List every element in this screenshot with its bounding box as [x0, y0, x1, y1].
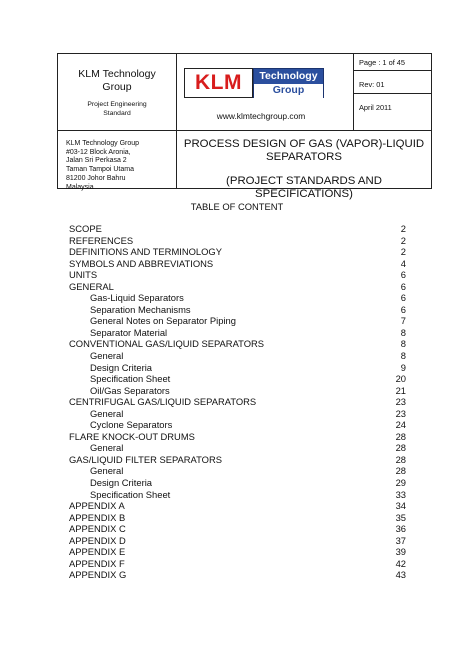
toc-entry-label: Separator Material — [90, 326, 168, 338]
toc-entry[interactable] — [69, 558, 406, 570]
toc-entry-label: SYMBOLS AND ABBREVIATIONS — [69, 257, 214, 269]
toc-entry-label: Oil/Gas Separators — [90, 384, 170, 396]
toc-heading: TABLE OF CONTENT — [190, 201, 284, 212]
toc-entry[interactable] — [69, 304, 406, 316]
toc-entry[interactable] — [69, 223, 406, 235]
toc-entry[interactable] — [69, 385, 406, 397]
toc-entry[interactable] — [69, 569, 406, 581]
toc-entry-page: 34 — [395, 500, 406, 512]
toc-entry[interactable] — [69, 454, 406, 466]
document-subtitle: (PROJECT STANDARDS AND SPECIFICATIONS) — [226, 175, 382, 200]
toc-entry-page: 23 — [395, 407, 406, 419]
toc-entry-page: 37 — [395, 534, 406, 546]
toc-entry[interactable] — [69, 281, 406, 293]
toc-entry[interactable] — [69, 546, 406, 558]
header-table — [57, 53, 432, 200]
toc-entry-label: APPENDIX E — [69, 546, 126, 558]
table-of-contents — [69, 223, 406, 581]
toc-entry-label: CONVENTIONAL GAS/LIQUID SEPARATORS — [69, 338, 265, 350]
toc-entry-label: UNITS — [69, 269, 98, 281]
page-number: Page : 1 of 45 — [359, 58, 406, 67]
toc-entry[interactable] — [69, 235, 406, 247]
toc-entry[interactable] — [69, 523, 406, 535]
address-line: #03-12 Block Aronia, — [66, 148, 131, 156]
logo-word-technology: Technology — [259, 70, 318, 82]
toc-entry[interactable] — [69, 258, 406, 270]
toc-entry-page: 8 — [400, 326, 406, 338]
toc-entry[interactable] — [69, 431, 406, 443]
toc-entry[interactable] — [69, 350, 406, 362]
toc-entry-label: CENTRIFUGAL GAS/LIQUID SEPARATORS — [69, 396, 257, 408]
toc-entry-page: 9 — [400, 361, 406, 373]
toc-entry-page: 23 — [395, 396, 406, 408]
toc-entry-label: General — [90, 442, 124, 454]
toc-entry[interactable] — [69, 535, 406, 547]
toc-entry-label: APPENDIX D — [69, 534, 126, 546]
address-line: Taman Tampoi Utama — [66, 166, 134, 174]
toc-entry-page: 6 — [400, 280, 406, 292]
toc-entry-page: 28 — [395, 442, 406, 454]
toc-entry-label: GENERAL — [69, 280, 114, 292]
toc-entry[interactable] — [69, 408, 406, 420]
toc-entry[interactable] — [69, 362, 406, 374]
toc-entry-label: APPENDIX A — [69, 500, 125, 512]
toc-entry-label: APPENDIX G — [69, 569, 127, 581]
toc-entry-page: 28 — [395, 453, 406, 465]
toc-entry-page: 6 — [400, 303, 406, 315]
toc-entry-page: 29 — [395, 477, 406, 489]
toc-entry-page: 8 — [400, 338, 406, 350]
toc-entry[interactable] — [69, 373, 406, 385]
toc-entry-label: Separation Mechanisms — [90, 303, 191, 315]
toc-entry-label: REFERENCES — [69, 234, 134, 246]
address-line: 81200 Johor Bahru — [66, 174, 126, 182]
logo-word-group: Group — [272, 84, 305, 96]
address-line: Malaysia — [66, 183, 94, 191]
header-divider-mid — [58, 130, 431, 131]
toc-entry-label: FLARE KNOCK-OUT DRUMS — [69, 430, 195, 442]
toc-entry[interactable] — [69, 477, 406, 489]
toc-entry-label: APPENDIX C — [69, 523, 126, 535]
toc-entry-label: General — [90, 350, 124, 362]
toc-entry-page: 2 — [400, 246, 406, 258]
toc-entry-label: Design Criteria — [90, 477, 152, 489]
header-divider-page — [353, 70, 431, 71]
toc-entry[interactable] — [69, 327, 406, 339]
toc-entry-label: Specification Sheet — [90, 488, 171, 500]
toc-entry[interactable] — [69, 338, 406, 350]
toc-entry[interactable] — [69, 315, 406, 327]
toc-entry-label: Cyclone Separators — [90, 419, 173, 431]
toc-entry-page: 8 — [400, 350, 406, 362]
toc-entry[interactable] — [69, 442, 406, 454]
toc-entry-label: General — [90, 465, 124, 477]
toc-entry-label: GAS/LIQUID FILTER SEPARATORS — [69, 453, 222, 465]
website-url: www.klmtechgroup.com — [216, 111, 306, 121]
toc-entry-page: 42 — [395, 557, 406, 569]
toc-entry-page: 7 — [400, 315, 406, 327]
toc-entry-label: APPENDIX F — [69, 557, 125, 569]
toc-entry-page: 2 — [400, 234, 406, 246]
toc-entry-page: 33 — [395, 488, 406, 500]
toc-entry[interactable] — [69, 292, 406, 304]
standard-label-line2: Standard — [103, 109, 131, 117]
toc-entry-page: 28 — [395, 430, 406, 442]
toc-entry-page: 6 — [400, 292, 406, 304]
toc-entry-label: DEFINITIONS AND TERMINOLOGY — [69, 246, 222, 258]
toc-entry-page: 20 — [395, 373, 406, 385]
toc-entry-label: Design Criteria — [90, 361, 152, 373]
toc-entry-page: 21 — [395, 384, 406, 396]
toc-entry-label: SCOPE — [69, 223, 102, 234]
header-divider-rev — [353, 93, 431, 94]
toc-entry-page: 35 — [395, 511, 406, 523]
address-line: Jalan Sri Perkasa 2 — [66, 157, 127, 165]
document-title-line1: PROCESS DESIGN OF GAS (VAPOR)-LIQUID — [183, 138, 425, 150]
toc-entry[interactable] — [69, 269, 406, 281]
toc-entry-label: APPENDIX B — [69, 511, 126, 523]
toc-entry-label: General — [90, 407, 124, 419]
company-name — [58, 68, 176, 94]
logo-mark: KLM — [184, 68, 253, 98]
toc-entry-label: Specification Sheet — [90, 373, 171, 385]
toc-entry-page: 36 — [395, 523, 406, 535]
toc-entry[interactable] — [69, 500, 406, 512]
toc-entry[interactable] — [69, 489, 406, 501]
header-divider-left — [176, 54, 177, 188]
toc-entry-label: Gas-Liquid Separators — [90, 292, 184, 304]
company-name-line2: Group — [102, 81, 132, 93]
toc-entry-page: 28 — [395, 465, 406, 477]
issue-date: April 2011 — [359, 103, 392, 112]
toc-entry-page: 2 — [400, 223, 406, 234]
revision: Rev: 01 — [359, 80, 385, 89]
standard-label — [58, 101, 176, 118]
toc-entry-page: 6 — [400, 269, 406, 281]
logo-wordmark — [253, 68, 324, 98]
toc-entry[interactable] — [69, 396, 406, 408]
toc-entry[interactable] — [69, 246, 406, 258]
company-name-line1: KLM Technology — [78, 68, 156, 80]
toc-entry[interactable] — [69, 419, 406, 431]
toc-entry-page: 43 — [395, 569, 406, 581]
company-address — [66, 140, 176, 192]
klm-logo — [184, 68, 324, 98]
toc-entry-page: 24 — [395, 419, 406, 431]
document-title — [176, 138, 432, 164]
toc-entry-page: 39 — [395, 546, 406, 558]
standard-label-line1: Project Engineering — [87, 101, 147, 108]
address-line: KLM Technology Group — [66, 140, 140, 147]
toc-entry-label: General Notes on Separator Piping — [90, 315, 236, 327]
toc-entry-page: 4 — [400, 257, 406, 269]
document-title-line2: SEPARATORS — [266, 151, 342, 163]
toc-entry[interactable] — [69, 512, 406, 524]
toc-entry[interactable] — [69, 465, 406, 477]
